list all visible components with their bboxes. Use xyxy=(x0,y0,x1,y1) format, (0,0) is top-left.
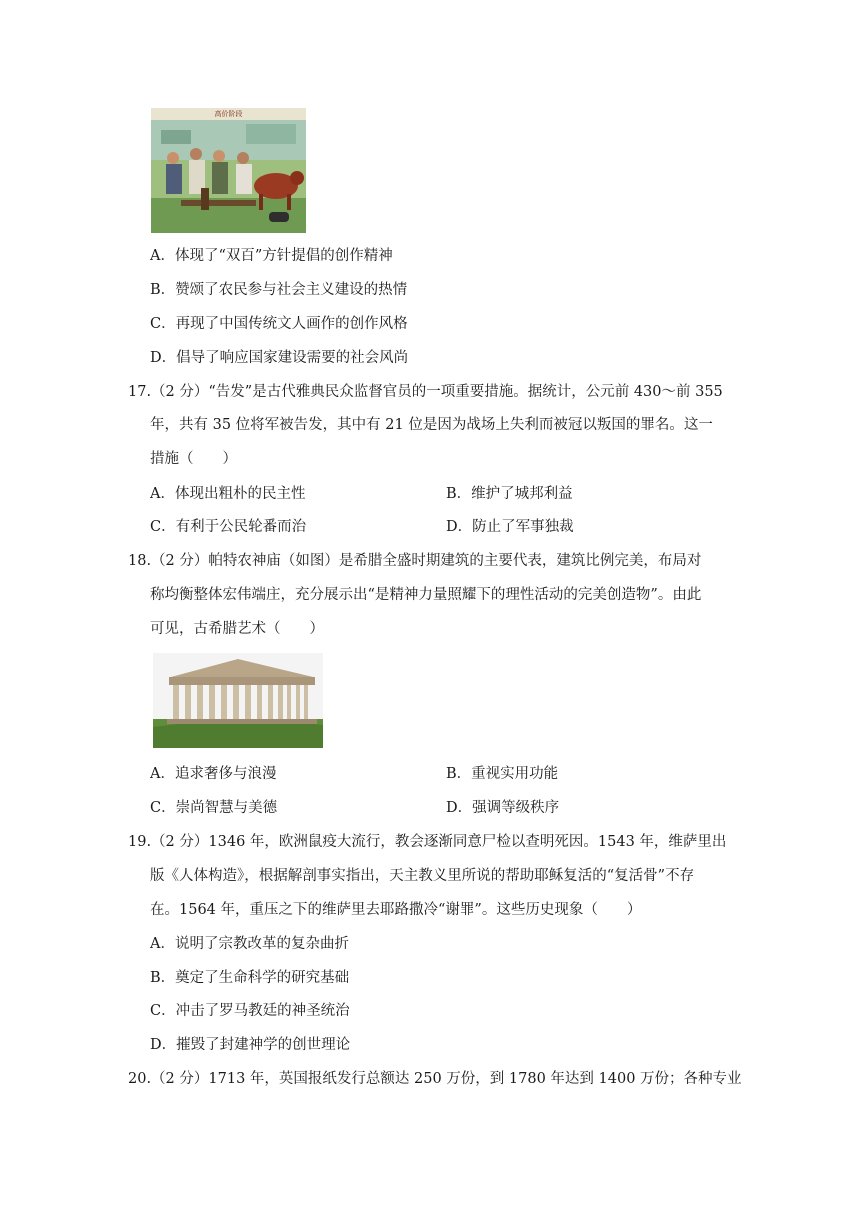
q17-option-a: A．体现出粗朴的民主性 xyxy=(150,486,306,502)
q18-parthenon-figure xyxy=(153,653,323,748)
q16-option-d: D．倡导了响应国家建设需要的社会风尚 xyxy=(150,350,409,366)
q19-stem-line-2: 版《人体构造》，根据解剖事实指出，天主教义里所说的帮助耶稣复活的“复活骨”不存 xyxy=(150,868,695,884)
parthenon-image xyxy=(153,653,323,748)
q19-stem-line-3: 在。1564 年，重压之下的维萨里去耶路撒冷“谢罪”。这些历史现象（ ） xyxy=(150,902,642,918)
q17-option-c: C．有利于公民轮番而治 xyxy=(150,519,307,535)
q16-option-b: B．赞颂了农民参与社会主义建设的热情 xyxy=(150,282,408,298)
q18-stem-line-1: 18.（2 分）帕特农神庙（如图）是希腊全盛时期建筑的主要代表，建筑比例完美，布局对 xyxy=(128,553,702,569)
q20-stem-line-1: 20.（2 分）1713 年，英国报纸发行总额达 250 万份，到 1780 年达到 1400 万份；各种专业 xyxy=(128,1071,742,1087)
q19-stem-line-1: 19.（2 分）1346 年，欧洲鼠疫大流行，教会逐渐同意尸检以查明死因。1543 年，维萨里出 xyxy=(128,834,727,850)
q16-painting-figure xyxy=(151,108,306,233)
q19-option-c: C．冲击了罗马教廷的神圣统治 xyxy=(150,1003,350,1019)
q18-option-b: B．重视实用功能 xyxy=(446,766,559,782)
q17-option-b: B．维护了城邦利益 xyxy=(446,486,573,502)
farm-painting-image xyxy=(151,108,306,233)
q17-stem-line-3: 措施（ ） xyxy=(150,451,237,467)
q18-option-c: C．崇尚智慧与美德 xyxy=(150,800,278,816)
q18-stem-line-2: 称均衡整体宏伟端庄，充分展示出“是精神力量照耀下的理性活动的完美创造物”。由此 xyxy=(150,587,702,603)
q19-option-a: A．说明了宗教改革的复杂曲折 xyxy=(150,936,349,952)
q17-stem-line-2: 年，共有 35 位将军被告发，其中有 21 位是因为战场上失利而被冠以叛国的罪名。这一 xyxy=(150,417,713,433)
q19-option-d: D．摧毁了封建神学的创世理论 xyxy=(150,1037,351,1053)
q18-stem-line-3: 可见，古希腊艺术（ ） xyxy=(150,621,324,637)
q16-option-a: A．体现了“双百”方针提倡的创作精神 xyxy=(150,248,393,264)
q19-option-b: B．奠定了生命科学的研究基础 xyxy=(150,970,350,986)
q18-option-a: A．追求奢侈与浪漫 xyxy=(150,766,277,782)
q17-option-d: D．防止了军事独裁 xyxy=(446,519,574,535)
q18-option-d: D．强调等级秩序 xyxy=(446,800,560,816)
q16-figure-caption: 高价阶段 xyxy=(214,110,243,118)
q16-option-c: C．再现了中国传统文人画作的创作风格 xyxy=(150,316,408,332)
q17-stem-line-1: 17.（2 分）“告发”是古代雅典民众监督官员的一项重要措施。据统计，公元前 430～前 355 xyxy=(128,384,723,400)
